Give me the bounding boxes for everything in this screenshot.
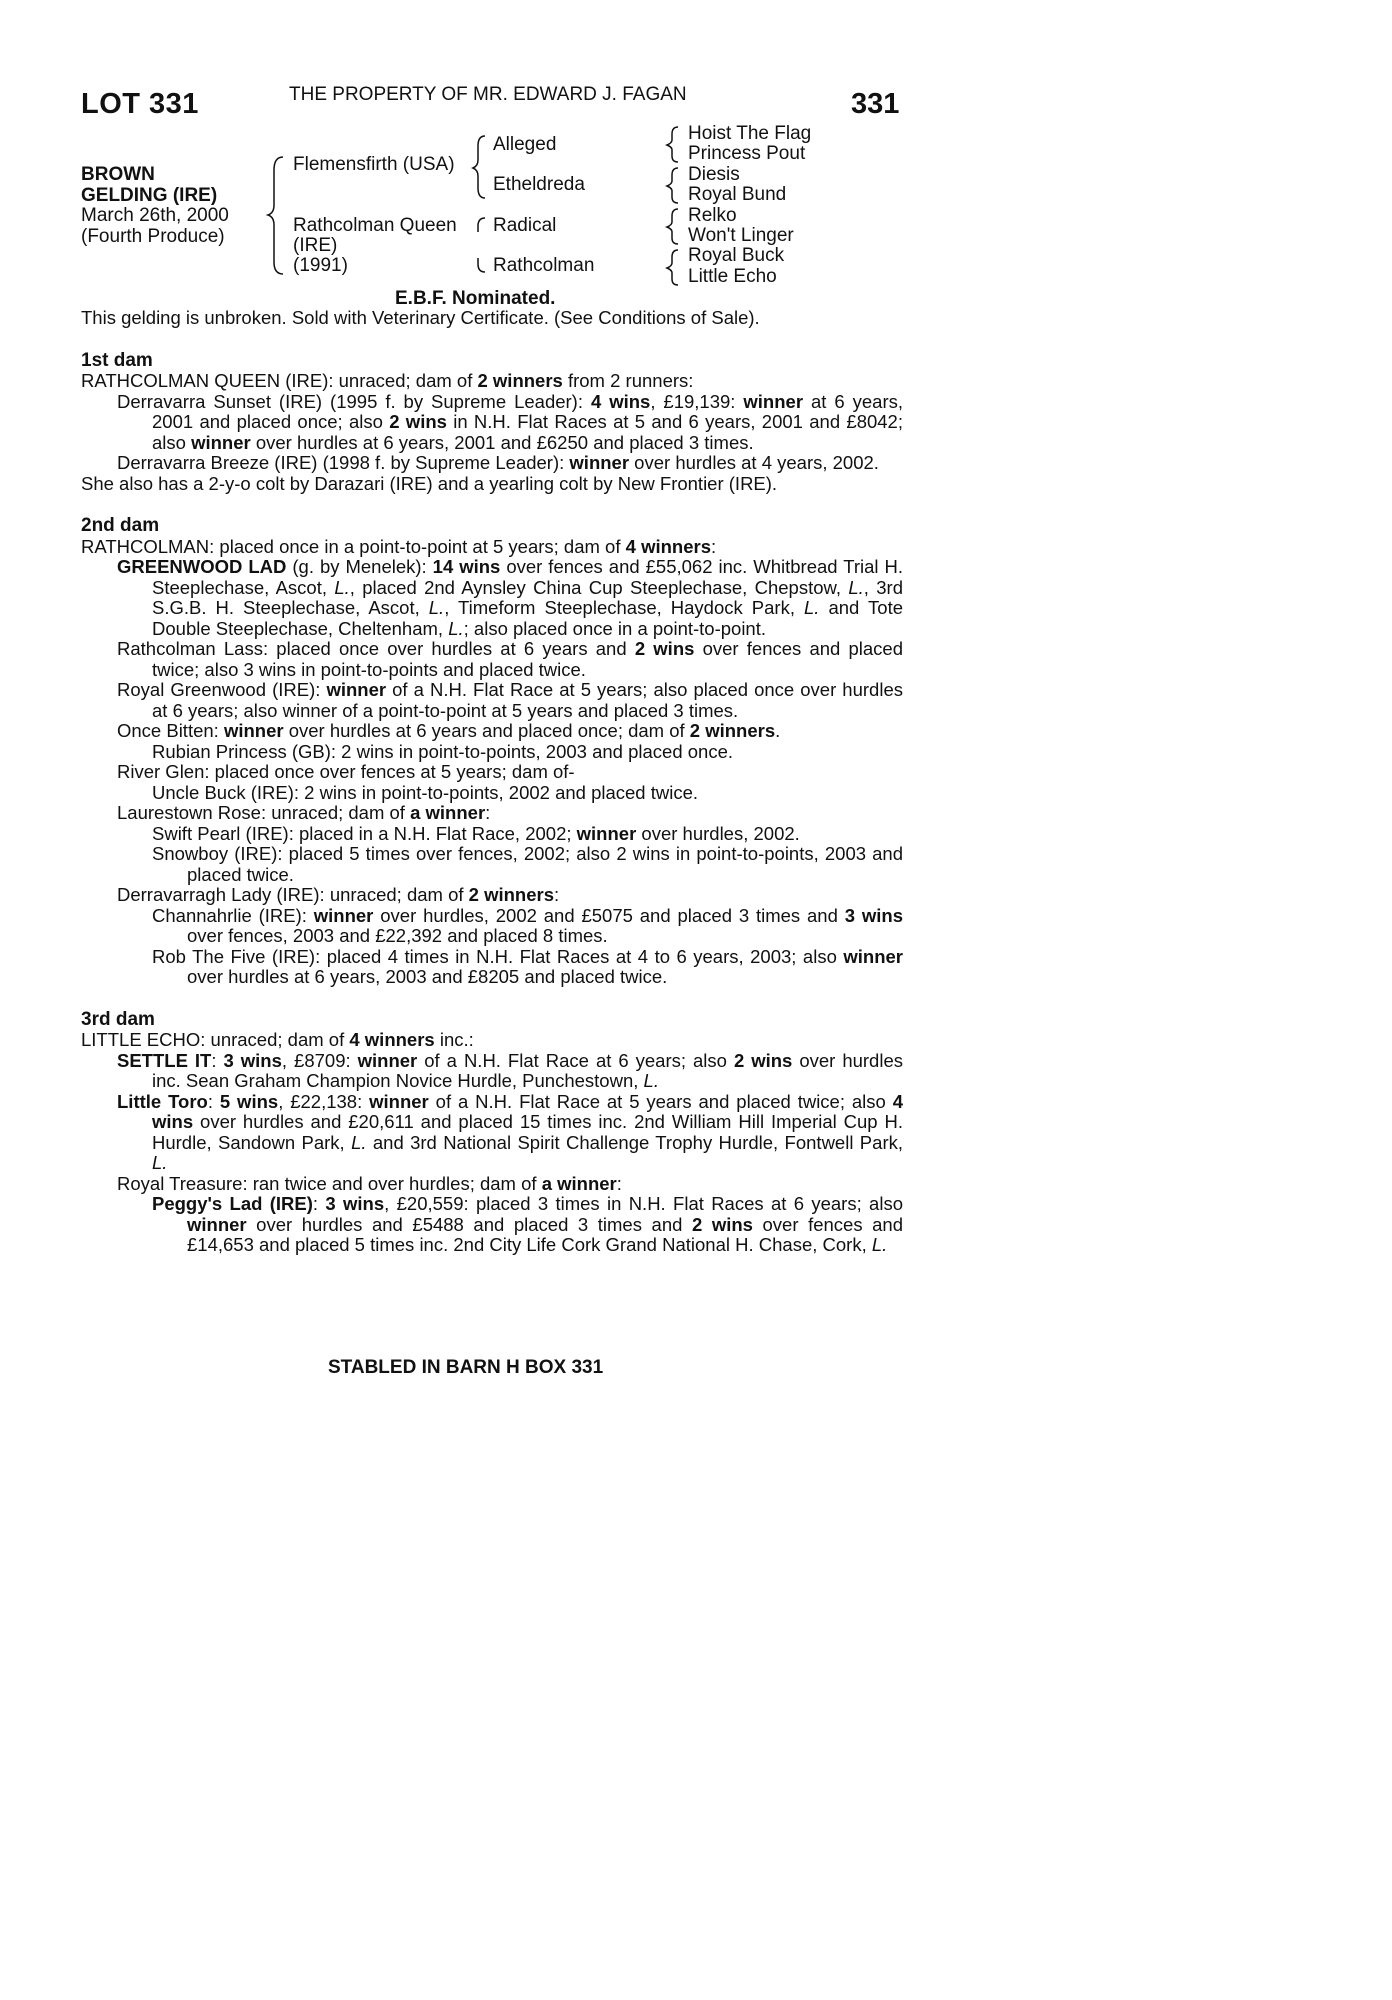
bold-text: winner: [369, 1090, 429, 1112]
listed-race-marker: L.: [428, 597, 445, 618]
bold-text: 3 wins: [325, 1193, 385, 1214]
pedigree-paragraph: [81, 680, 903, 721]
text-run: RATHCOLMAN: placed once in a point-to-point at 5 years; dam of: [81, 535, 626, 557]
text-run: of a N.H. Flat Race at 5 years and placed twice; also: [428, 1090, 893, 1112]
text-run: , £19,139:: [650, 390, 744, 412]
text-run: over hurdles at 6 years, 2003 and £8205 and placed twice.: [187, 966, 668, 987]
pedigree-paragraph: [81, 453, 903, 474]
text-run: over hurdles and £5488 and placed 3 times and: [246, 1213, 692, 1235]
text-run: over fences and placed twice; also 3 wins in point-to-points and placed twice.: [152, 638, 904, 680]
text-run: Derravarra Breeze (IRE) (1998 f. by Supreme Leader):: [117, 452, 570, 473]
pedigree-paragraph: [81, 803, 903, 824]
bold-text: winner: [843, 945, 903, 967]
bold-text: winner: [191, 431, 251, 453]
bold-text: 2 winners: [689, 720, 776, 741]
text-run: over fences, 2003 and £22,392 and placed 8 times.: [187, 925, 608, 946]
listed-race-marker: L.: [334, 576, 350, 598]
bold-text: Peggy's Lad (IRE): [152, 1193, 313, 1214]
text-run: , placed 2nd Aynsley China Cup Steeplechase, Chepstow,: [349, 576, 849, 598]
text-run: Snowboy (IRE): placed 5 times over fences, 2002; also 2 wins in point-to-points, 2003 and placed twice.: [152, 843, 903, 885]
text-run: Royal Greenwood (IRE):: [117, 679, 327, 700]
horse-colour: BROWN: [81, 164, 155, 185]
pedigree-paragraph: [81, 1174, 903, 1195]
pedigree-g7: Royal Buck: [688, 245, 785, 266]
text-run: :: [312, 1193, 326, 1214]
pedigree-paragraph: [81, 1030, 903, 1051]
pedigree-paragraph: [81, 783, 903, 804]
bold-text: a winner: [410, 802, 486, 823]
text-run: over hurdles, 2002.: [636, 822, 800, 844]
pedigree-g6: Won't Linger: [688, 225, 794, 246]
bold-text: winner: [223, 720, 284, 741]
text-run: Channahrlie (IRE):: [152, 904, 314, 926]
pedigree-g2: Princess Pout: [688, 143, 806, 164]
text-run: and 3rd National Spirit Challenge Trophy Hurdle, Fontwell Park,: [366, 1131, 903, 1153]
text-run: Uncle Buck (IRE): 2 wins in point-to-points, 2002 and placed twice.: [152, 781, 699, 803]
pedigree-paragraph: [81, 1092, 903, 1174]
text-run: Rubian Princess (GB): 2 wins in point-to-points, 2003 and placed once.: [152, 740, 734, 762]
pedigree-paragraph: [81, 557, 903, 639]
bold-text: 4 wins: [152, 1090, 904, 1132]
pedigree-paragraph: [81, 885, 903, 906]
bold-text: 14 wins: [432, 556, 501, 577]
bold-text: winner: [743, 390, 804, 412]
bold-text: 5 wins: [219, 1090, 279, 1112]
pedigree-paragraph: [81, 1051, 903, 1092]
text-run: of a N.H. Flat Race at 5 years; also placed once over hurdles at 6 years; also winner of a point-to-point at 5 years and placed 3 times.: [152, 679, 903, 721]
listed-race-marker: L.: [448, 617, 464, 639]
pedigree-paragraph: [81, 906, 903, 947]
text-run: , £8709:: [281, 1049, 358, 1071]
text-run: :: [554, 884, 560, 905]
bold-text: 4 winners: [625, 535, 711, 557]
pedigree-paragraph: [81, 762, 903, 783]
pedigree-g5: Relko: [688, 205, 737, 226]
produce-number: (Fourth Produce): [81, 225, 225, 247]
text-run: :: [211, 1049, 224, 1071]
pedigree-sire-dam: Etheldreda: [493, 174, 585, 195]
text-run: LITTLE ECHO: unraced; dam of: [81, 1029, 350, 1050]
text-run: inc.:: [434, 1029, 474, 1050]
listed-race-marker: L.: [871, 1234, 888, 1255]
text-run: Once Bitten:: [117, 720, 224, 741]
text-run: :: [616, 1172, 622, 1194]
pedigree-paragraph: [81, 639, 903, 680]
foaling-date: March 26th, 2000: [81, 205, 229, 226]
text-run: Derravarragh Lady (IRE): unraced; dam of: [117, 884, 469, 905]
pedigree-dam-line1: Rathcolman Queen: [293, 215, 457, 236]
text-run: ; also placed once in a point-to-point.: [463, 617, 766, 639]
pedigree-dam-line2: (IRE): [293, 235, 338, 256]
pedigree-dam-sire: Radical: [493, 215, 557, 236]
text-run: Swift Pearl (IRE): placed in a N.H. Flat Race, 2002;: [152, 822, 577, 844]
bold-text: 2 wins: [389, 411, 447, 432]
second-dam-section: [81, 537, 903, 988]
pedigree-paragraph: [81, 742, 903, 763]
ebf-nomination: E.B.F. Nominated.: [395, 288, 556, 309]
pedigree-paragraph: [81, 537, 903, 558]
bold-text: SETTLE IT: [117, 1049, 212, 1071]
bold-text: 3 wins: [844, 904, 903, 926]
first-dam-section: [81, 371, 903, 494]
bold-text: winner: [357, 1049, 418, 1071]
bold-text: 4 wins: [590, 390, 651, 412]
pedigree-paragraph: [81, 474, 903, 495]
lot-number: 331: [851, 88, 900, 120]
text-run: .: [775, 720, 781, 741]
pedigree-g4: Royal Bund: [688, 184, 787, 205]
listed-race-marker: L.: [643, 1070, 659, 1091]
second-dam-heading: 2nd dam: [81, 515, 160, 536]
first-dam-heading: 1st dam: [81, 349, 153, 371]
text-run: River Glen: placed once over fences at 5 years; dam of-: [117, 761, 575, 782]
text-run: in N.H. Flat Races at 5 and 6 years, 2001 and £8042; also: [152, 411, 903, 453]
pedigree-g3: Diesis: [688, 164, 740, 185]
text-run: of a N.H. Flat Race at 6 years; also: [417, 1049, 734, 1071]
text-run: , £22,138:: [278, 1090, 370, 1112]
pedigree-paragraph: [81, 371, 903, 392]
pedigree-paragraph: [81, 947, 903, 988]
text-run: over fences and £14,653 and placed 5 times inc. 2nd City Life Cork Grand National H. Chase, Cork,: [187, 1213, 903, 1255]
bold-text: 2 wins: [691, 1213, 753, 1235]
pedigree-sire-sire: Alleged: [493, 134, 557, 155]
text-run: over hurdles at 6 years and placed once; dam of: [283, 720, 690, 741]
bold-text: 2 winners: [477, 370, 563, 391]
bold-text: GREENWOOD LAD: [117, 556, 287, 577]
listed-race-marker: L.: [804, 597, 820, 618]
lot-label: LOT 331: [81, 88, 199, 120]
pedigree-paragraph: [81, 1194, 903, 1256]
pedigree-paragraph: [81, 824, 903, 845]
text-run: Laurestown Rose: unraced; dam of: [117, 802, 411, 823]
listed-race-marker: L.: [848, 576, 864, 598]
text-run: (g. by Menelek):: [286, 556, 433, 577]
text-run: Rob The Five (IRE): placed 4 times in N.H. Flat Races at 4 to 6 years, 2003; also: [152, 945, 844, 967]
bold-text: winner: [569, 452, 630, 473]
third-dam-section: [81, 1030, 903, 1256]
pedigree-paragraph: [81, 392, 903, 454]
bold-text: 4 winners: [349, 1029, 435, 1050]
pedigree-dam-dam: Rathcolman: [493, 255, 595, 276]
bold-text: winner: [576, 822, 637, 844]
text-run: over hurdles at 6 years, 2001 and £6250 and placed 3 times.: [250, 431, 754, 453]
bold-text: Little Toro: [117, 1090, 208, 1112]
stabling-note: STABLED IN BARN H BOX 331: [328, 1357, 604, 1378]
bold-text: 2 wins: [733, 1049, 793, 1071]
text-run: :: [207, 1090, 220, 1112]
pedigree-dam-line3: (1991): [293, 255, 348, 276]
intro-note: This gelding is unbroken. Sold with Veterinary Certificate. (See Conditions of Sale).: [81, 307, 760, 328]
bold-text: 3 wins: [223, 1049, 282, 1071]
text-run: Derravarra Sunset (IRE) (1995 f. by Supreme Leader):: [117, 390, 591, 412]
property-owner: THE PROPERTY OF MR. EDWARD J. FAGAN: [289, 84, 687, 105]
pedigree-g1: Hoist The Flag: [688, 123, 812, 144]
third-dam-heading: 3rd dam: [81, 1008, 155, 1030]
text-run: and Tote Double Steeplechase, Cheltenham,: [152, 597, 904, 639]
text-run: Royal Treasure: ran twice and over hurdles; dam of: [117, 1172, 542, 1194]
text-run: , Timeform Steeplechase, Haydock Park,: [444, 597, 804, 618]
text-run: She also has a 2-y-o colt by Darazari (IRE) and a yearling colt by New Frontier (IRE).: [81, 472, 778, 494]
text-run: from 2 runners:: [562, 370, 694, 391]
bold-text: winner: [313, 904, 374, 926]
listed-race-marker: L.: [152, 1152, 168, 1173]
catalogue-body: [81, 308, 903, 1256]
text-run: Rathcolman Lass: placed once over hurdles at 6 years and: [117, 638, 635, 659]
bold-text: 2 winners: [468, 884, 554, 905]
pedigree-paragraph: [81, 844, 903, 885]
text-run: :: [485, 802, 491, 823]
text-run: :: [710, 535, 717, 557]
horse-sex-origin: GELDING (IRE): [81, 184, 218, 206]
text-run: , £20,559: placed 3 times in N.H. Flat Races at 6 years; also: [384, 1193, 903, 1214]
text-run: over hurdles, 2002 and £5075 and placed 3 times and: [373, 904, 845, 926]
bold-text: winner: [326, 679, 387, 700]
text-run: over fences and £55,062 inc. Whitbread Trial H. Steeplechase, Ascot,: [152, 556, 903, 598]
pedigree-paragraph: [81, 721, 903, 742]
text-run: over hurdles and £20,611 and placed 15 times inc. 2nd William Hill Imperial Cup H. Hurdle, Sandown Park,: [152, 1111, 903, 1153]
text-run: over hurdles inc. Sean Graham Champion Novice Hurdle, Punchestown,: [152, 1049, 903, 1091]
pedigree-g8: Little Echo: [688, 266, 777, 287]
text-run: RATHCOLMAN QUEEN (IRE): unraced; dam of: [81, 370, 478, 391]
text-run: at 6 years, 2001 and placed once; also: [152, 390, 904, 432]
text-run: , 3rd S.G.B. H. Steeplechase, Ascot,: [152, 576, 903, 618]
pedigree-sire: Flemensfirth (USA): [293, 154, 455, 175]
bold-text: winner: [187, 1213, 247, 1235]
text-run: over hurdles at 4 years, 2002.: [629, 452, 879, 473]
bold-text: a winner: [541, 1172, 617, 1194]
bold-text: 2 wins: [634, 638, 695, 659]
listed-race-marker: L.: [351, 1131, 367, 1153]
